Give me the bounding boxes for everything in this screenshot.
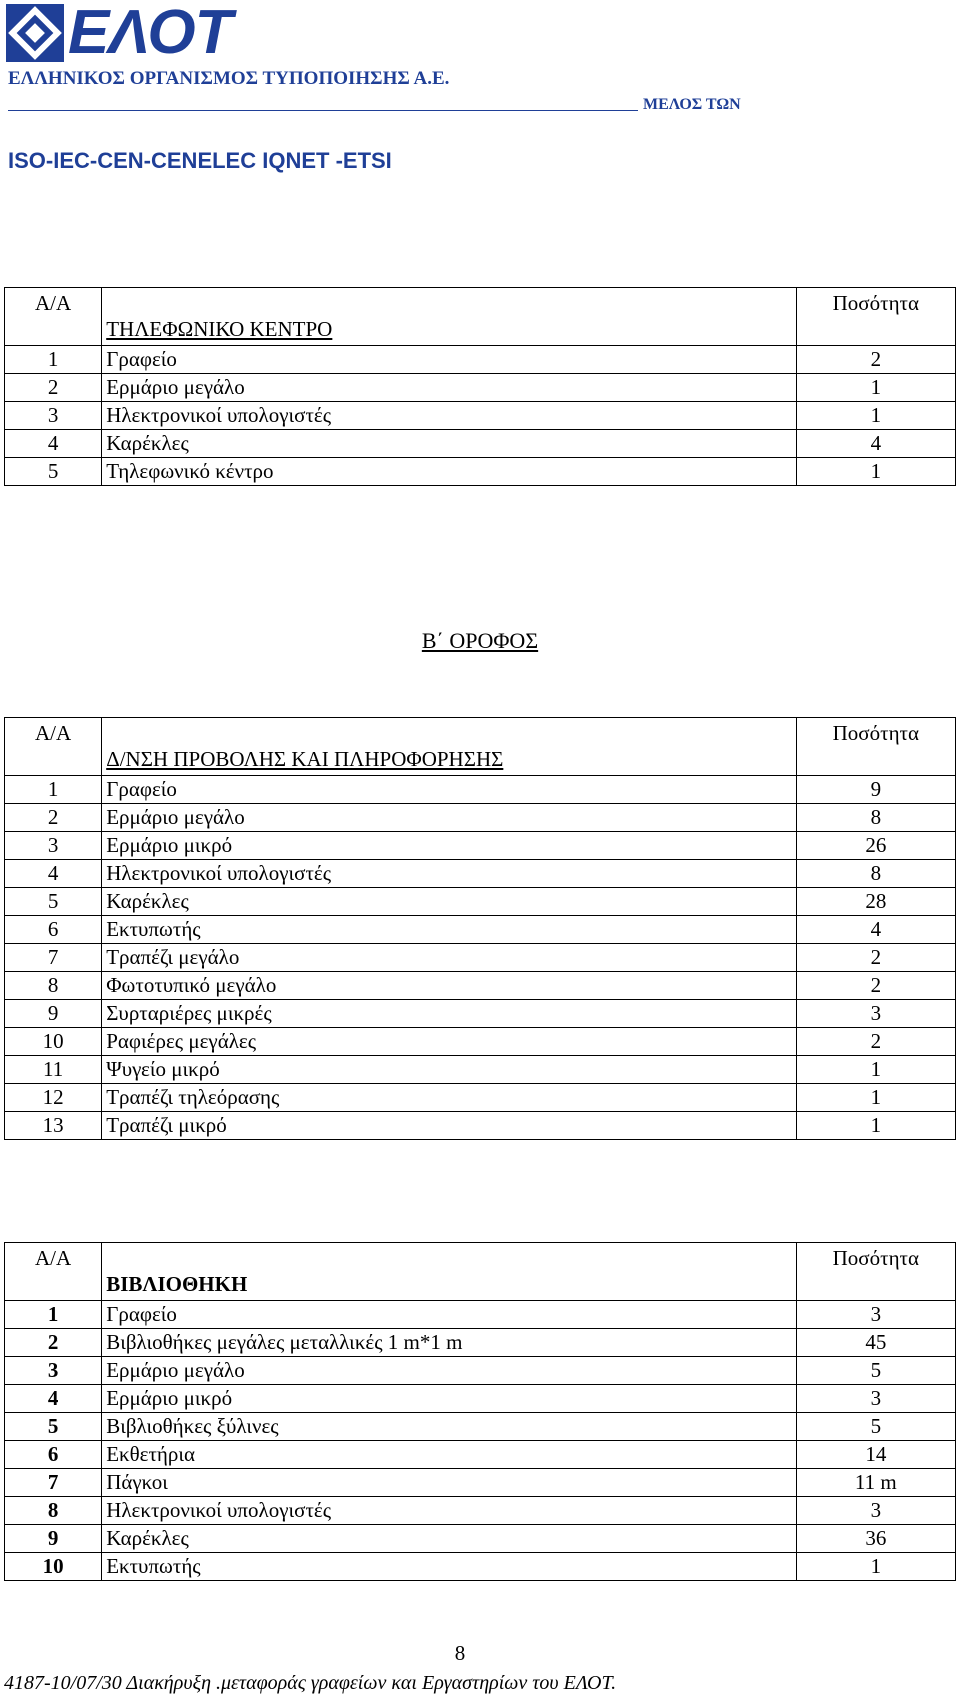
table-header-row (5, 288, 956, 346)
column-header-quantity: Ποσότητα (796, 1243, 955, 1301)
row-number: 4 (5, 860, 102, 888)
table-row (5, 1469, 956, 1497)
section-title-text: ΒΙΒΛΙΟΘΗΚΗ (106, 1272, 248, 1296)
row-item: Ραφιέρες μεγάλες (102, 1028, 796, 1056)
row-number: 6 (5, 1441, 102, 1469)
row-quantity: 1 (796, 402, 955, 430)
row-quantity: 1 (796, 374, 955, 402)
table-header-row (5, 718, 956, 776)
table-row (5, 776, 956, 804)
row-item: Ψυγείο μικρό (102, 1056, 796, 1084)
row-item: Ερμάριο μεγάλο (102, 804, 796, 832)
row-number: 7 (5, 1469, 102, 1497)
table-row (5, 944, 956, 972)
row-number: 3 (5, 832, 102, 860)
row-number: 3 (5, 1357, 102, 1385)
row-item: Εκτυπωτής (102, 916, 796, 944)
section-title (102, 718, 796, 776)
footer-text: 4187-10/07/30 Διακήρυξη .μεταφοράς γραφείων και Εργαστηρίων του ΕΛΟΤ. (4, 1672, 617, 1694)
row-quantity: 9 (796, 776, 955, 804)
table-row (5, 1441, 956, 1469)
table-row (5, 1301, 956, 1329)
table-row (5, 1084, 956, 1112)
row-quantity: 14 (796, 1441, 955, 1469)
row-number: 2 (5, 1329, 102, 1357)
row-item: Τηλεφωνικό κέντρο (102, 458, 796, 486)
row-number: 12 (5, 1084, 102, 1112)
row-item: Ερμάριο μικρό (102, 1385, 796, 1413)
row-item: Ηλεκτρονικοί υπολογιστές (102, 860, 796, 888)
row-quantity: 2 (796, 1028, 955, 1056)
row-quantity: 1 (796, 1553, 955, 1581)
row-item: Καρέκλες (102, 1525, 796, 1553)
row-quantity: 3 (796, 1385, 955, 1413)
row-item: Τραπέζι μεγάλο (102, 944, 796, 972)
table-row (5, 1329, 956, 1357)
row-item: Πάγκοι (102, 1469, 796, 1497)
table-row (5, 1497, 956, 1525)
row-number: 5 (5, 888, 102, 916)
row-item: Ερμάριο μεγάλο (102, 374, 796, 402)
row-item: Γραφείο (102, 776, 796, 804)
row-number: 2 (5, 374, 102, 402)
row-quantity: 1 (796, 458, 955, 486)
row-item: Συρταριέρες μικρές (102, 1000, 796, 1028)
row-quantity: 4 (796, 430, 955, 458)
table-row (5, 1357, 956, 1385)
table-row (5, 860, 956, 888)
elot-logo-icon (6, 4, 64, 62)
row-item: Ηλεκτρονικοί υπολογιστές (102, 1497, 796, 1525)
table-row (5, 888, 956, 916)
row-quantity: 26 (796, 832, 955, 860)
table-row (5, 430, 956, 458)
member-divider-line (8, 90, 638, 111)
organization-name: ΕΛΛΗΝΙΚΟΣ ΟΡΓΑΝΙΣΜΟΣ ΤΥΠΟΠΟΙΗΣΗΣ Α.Ε. (8, 68, 450, 89)
row-number: 9 (5, 1525, 102, 1553)
table-row (5, 1413, 956, 1441)
table-row (5, 1000, 956, 1028)
row-item: Ερμάριο μικρό (102, 832, 796, 860)
row-item: Τραπέζι μικρό (102, 1112, 796, 1140)
row-item: Ερμάριο μεγάλο (102, 1357, 796, 1385)
row-quantity: 1 (796, 1084, 955, 1112)
row-quantity: 2 (796, 972, 955, 1000)
table-row (5, 402, 956, 430)
table-header-row (5, 1243, 956, 1301)
row-item: Βιβλιοθήκες μεγάλες μεταλλικές 1 m*1 m (102, 1329, 796, 1357)
row-quantity: 8 (796, 804, 955, 832)
row-quantity: 8 (796, 860, 955, 888)
row-item: Βιβλιοθήκες ξύλινες (102, 1413, 796, 1441)
column-header-quantity: Ποσότητα (796, 288, 955, 346)
row-quantity: 2 (796, 346, 955, 374)
row-quantity: 5 (796, 1413, 955, 1441)
row-number: 1 (5, 1301, 102, 1329)
row-number: 6 (5, 916, 102, 944)
table-row (5, 1553, 956, 1581)
row-number: 13 (5, 1112, 102, 1140)
table-row (5, 1028, 956, 1056)
row-item: Εκτυπωτής (102, 1553, 796, 1581)
table-row (5, 1112, 956, 1140)
table-row (5, 458, 956, 486)
row-number: 5 (5, 1413, 102, 1441)
standards-bodies: ISO-IEC-CEN-CENELEC IQNET -ETSI (8, 148, 392, 173)
row-quantity: 3 (796, 1497, 955, 1525)
row-number: 1 (5, 776, 102, 804)
row-item: Εκθετήρια (102, 1441, 796, 1469)
logo-text: ΕΛΟΤ (68, 0, 232, 67)
row-quantity: 36 (796, 1525, 955, 1553)
page-number: 8 (454, 1641, 466, 1665)
table-row (5, 1525, 956, 1553)
table-row (5, 972, 956, 1000)
row-item: Γραφείο (102, 346, 796, 374)
row-quantity: 4 (796, 916, 955, 944)
row-number: 7 (5, 944, 102, 972)
row-number: 9 (5, 1000, 102, 1028)
row-quantity: 11 m (796, 1469, 955, 1497)
row-quantity: 3 (796, 1301, 955, 1329)
column-header-number: Α/Α (5, 718, 102, 776)
row-quantity: 45 (796, 1329, 955, 1357)
table-row (5, 916, 956, 944)
row-item: Καρέκλες (102, 888, 796, 916)
column-header-quantity: Ποσότητα (796, 718, 955, 776)
elot-logo (6, 0, 232, 67)
row-number: 4 (5, 430, 102, 458)
table-row (5, 1385, 956, 1413)
telephone-center-table (4, 287, 956, 486)
column-header-number: Α/Α (5, 288, 102, 346)
row-quantity: 1 (796, 1056, 955, 1084)
row-quantity: 5 (796, 1357, 955, 1385)
column-header-number: Α/Α (5, 1243, 102, 1301)
table-row (5, 374, 956, 402)
row-item: Ηλεκτρονικοί υπολογιστές (102, 402, 796, 430)
section-title (102, 1243, 796, 1301)
row-number: 11 (5, 1056, 102, 1084)
promotion-info-table (4, 717, 956, 1140)
row-quantity: 1 (796, 1112, 955, 1140)
row-number: 10 (5, 1028, 102, 1056)
section-title (102, 288, 796, 346)
member-label: ΜΕΛΟΣ ΤΩΝ (643, 96, 741, 113)
row-quantity: 2 (796, 944, 955, 972)
row-number: 10 (5, 1553, 102, 1581)
section-title-text: ΤΗΛΕΦΩΝΙΚΟ ΚΕΝΤΡΟ (106, 317, 333, 341)
table-row (5, 1056, 956, 1084)
row-quantity: 28 (796, 888, 955, 916)
row-number: 8 (5, 1497, 102, 1525)
row-item: Γραφείο (102, 1301, 796, 1329)
row-item: Καρέκλες (102, 430, 796, 458)
row-number: 3 (5, 402, 102, 430)
row-number: 5 (5, 458, 102, 486)
table-row (5, 832, 956, 860)
row-quantity: 3 (796, 1000, 955, 1028)
floor-title: Β΄ ΟΡΟΦΟΣ (421, 628, 539, 653)
section-title-text: Δ/ΝΣΗ ΠΡΟΒΟΛΗΣ ΚΑΙ ΠΛΗΡΟΦΟΡΗΣΗΣ (106, 747, 504, 771)
row-number: 8 (5, 972, 102, 1000)
row-item: Τραπέζι τηλεόρασης (102, 1084, 796, 1112)
row-number: 4 (5, 1385, 102, 1413)
table-row (5, 346, 956, 374)
row-number: 2 (5, 804, 102, 832)
table-row (5, 804, 956, 832)
row-number: 1 (5, 346, 102, 374)
library-table (4, 1242, 956, 1581)
row-item: Φωτοτυπικό μεγάλο (102, 972, 796, 1000)
